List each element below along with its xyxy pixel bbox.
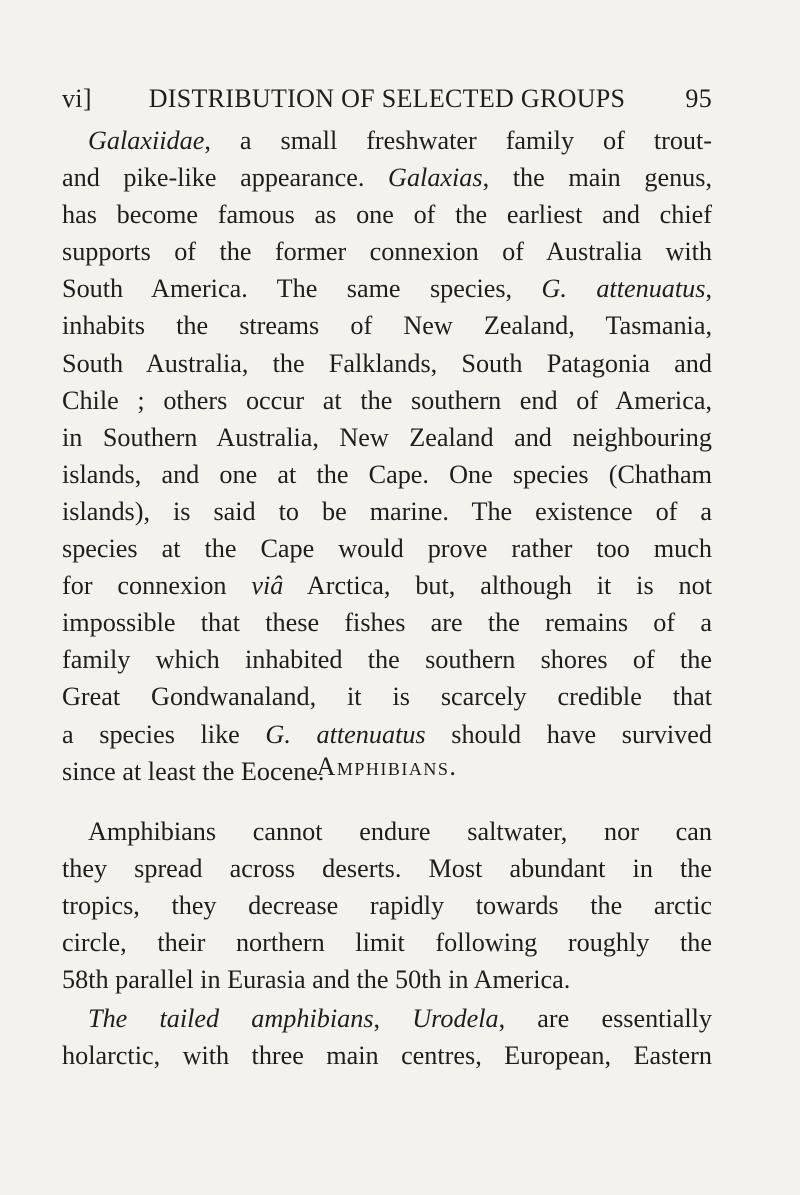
- text-line: South Australia, the Falklands, South Patagonia and: [62, 348, 712, 378]
- text-line: species at the Cape would prove rather too much: [62, 534, 712, 564]
- text-line: 58th parallel in Eurasia and the 50th in America.: [62, 965, 571, 995]
- paragraph-urodela: [62, 1000, 712, 1074]
- text-line: islands, and one at the Cape. One species (Chatham: [62, 459, 712, 489]
- text-line: they spread across deserts. Most abundant in the: [62, 854, 712, 884]
- text-line: in Southern Australia, New Zealand and neighbouring: [62, 422, 712, 452]
- text-line: Galaxiidae, a small freshwater family of trout-: [88, 126, 712, 155]
- text-line: supports of the former connexion of Australia with: [62, 237, 712, 267]
- text-line: a species like G. attenuatus should have survived: [62, 719, 712, 749]
- section-heading-amphibians: Amphibians.: [316, 752, 458, 781]
- text-line: has become famous as one of the earliest and chief: [62, 200, 712, 230]
- text-line: Chile ; others occur at the southern end of America,: [62, 385, 712, 415]
- page-number: 95: [685, 84, 712, 113]
- text-line: for connexion viâ Arctica, but, although it is not: [62, 571, 712, 601]
- text-line: inhabits the streams of New Zealand, Tasmania,: [62, 311, 712, 341]
- text-line: since at least the Eocene.: [62, 756, 325, 786]
- page-header: [62, 84, 712, 120]
- text-line: Amphibians cannot endure saltwater, nor can: [88, 817, 712, 846]
- paragraph-amphibians: [62, 813, 712, 998]
- text-line: circle, their northern limit following roughly the: [62, 928, 712, 958]
- text-line: impossible that these fishes are the remains of a: [62, 608, 712, 638]
- text-line: family which inhabited the southern shores of the: [62, 645, 712, 675]
- text-line: holarctic, with three main centres, European, Eastern: [62, 1041, 712, 1071]
- chapter-number: vi]: [62, 84, 92, 113]
- text-line: South America. The same species, G. attenuatus,: [62, 274, 712, 304]
- text-line: tropics, they decrease rapidly towards the arctic: [62, 891, 712, 921]
- text-line: islands), is said to be marine. The existence of a: [62, 496, 712, 526]
- text-line: The tailed amphibians, Urodela, are essentially: [88, 1004, 712, 1033]
- text-line: and pike-like appearance. Galaxias, the main genus,: [62, 163, 712, 193]
- text-line: Great Gondwanaland, it is scarcely credible that: [62, 682, 712, 712]
- running-title: DISTRIBUTION OF SELECTED GROUPS: [148, 84, 626, 113]
- paragraph-galaxiidae: [62, 122, 712, 790]
